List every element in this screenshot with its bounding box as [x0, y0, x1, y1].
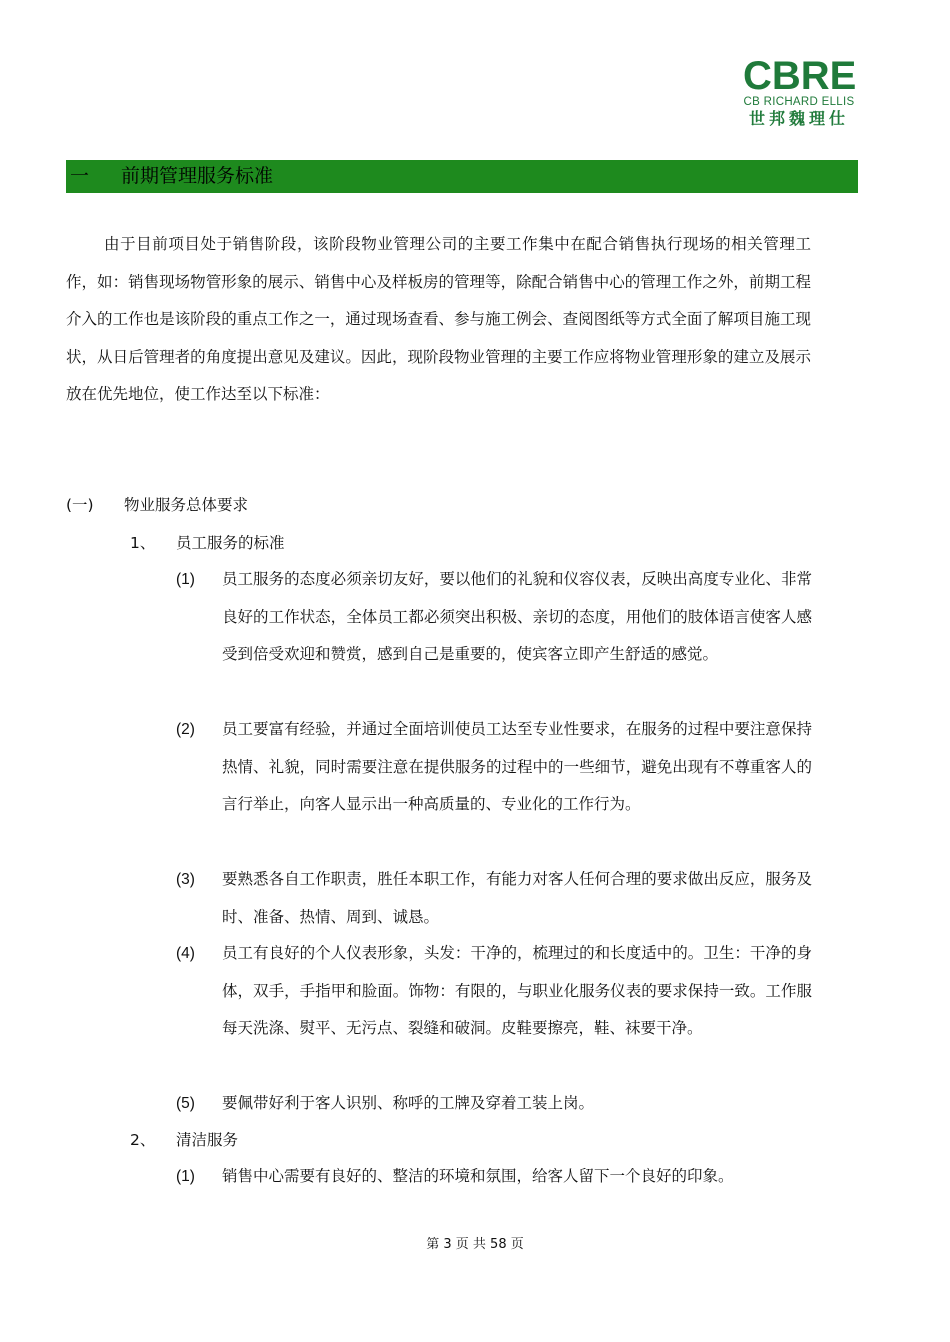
group2-marker: 2、 — [130, 1131, 156, 1149]
item-text: 员工要富有经验，并通过全面培训使员工达至专业性要求，在服务的过程中要注意保持热情、礼貌，同时需要注意在提供服务的过程中的一些细节，避免出现有不尊重客人的言行举止，向客人显示出一种高质量的、专业化的工作行为。 — [222, 720, 812, 814]
item-text: 要佩带好利于客人识别、称呼的工牌及穿着工装上岗。 — [222, 1094, 595, 1112]
item-text: 销售中心需要有良好的、整洁的环境和氛围，给客人留下一个良好的印象。 — [222, 1167, 734, 1185]
page-footer: 第 3 页 共 58 页 — [426, 1237, 524, 1252]
item-marker: (1) — [176, 571, 195, 588]
item-text: 员工有良好的个人仪表形象，头发：干净的，梳理过的和长度适中的。卫生：干净的身体，双手，手指甲和脸面。饰物：有限的，与职业化服务仪表的要求保持一致。工作服每天洗涤、熨平、无污点、裂缝和破洞。皮鞋要擦亮，鞋、袜要干净。 — [222, 944, 812, 1038]
logo-chinese-name: 世邦魏理仕 — [748, 109, 849, 128]
subsection-marker: (一) — [66, 496, 94, 514]
item-marker: (5) — [176, 1095, 195, 1112]
section-heading-bar — [66, 160, 858, 193]
subsection-title: 物业服务总体要求 — [124, 496, 249, 514]
item-marker: (2) — [176, 721, 195, 738]
group1-title: 员工服务的标准 — [176, 534, 285, 552]
logo-brand: CBRE — [743, 54, 857, 98]
section-number: 一 — [70, 165, 90, 187]
item-marker: (3) — [176, 871, 195, 888]
item-marker: (4) — [176, 945, 195, 962]
item-text: 员工服务的态度必须亲切友好，要以他们的礼貌和仪容仪表，反映出高度专业化、非常良好的工作状态，全体员工都必须突出积极、亲切的态度，用他们的肢体语言使客人感受到倍受欢迎和赞赏，感到自己是重要的，使宾客立即产生舒适的感觉。 — [222, 570, 812, 664]
group2-title: 清洁服务 — [176, 1131, 239, 1149]
logo-subtitle: CB RICHARD ELLIS — [743, 96, 855, 108]
item-text: 要熟悉各自工作职责，胜任本职工作，有能力对客人任何合理的要求做出反应，服务及时、准备、热情、周到、诚恳。 — [222, 870, 812, 926]
group1-marker: 1、 — [130, 534, 156, 552]
intro-paragraph: 由于目前项目处于销售阶段，该阶段物业管理公司的主要工作集中在配合销售执行现场的相关管理工作，如：销售现场物管形象的展示、销售中心及样板房的管理等，除配合销售中心的管理工作之外，前期工程介入的工作也是该阶段的重点工作之一，通过现场查看、参与施工例会、查阅图纸等方式全面了解项目施工现状，从日后管理者的角度提出意见及建议。因此，现阶段物业管理的主要工作应将物业管理形象的建立及展示放在优先地位，使工作达至以下标准： — [66, 235, 811, 404]
item-marker: (1) — [176, 1168, 195, 1185]
section-title: 前期管理服务标准 — [121, 165, 274, 187]
company-logo — [743, 54, 857, 129]
